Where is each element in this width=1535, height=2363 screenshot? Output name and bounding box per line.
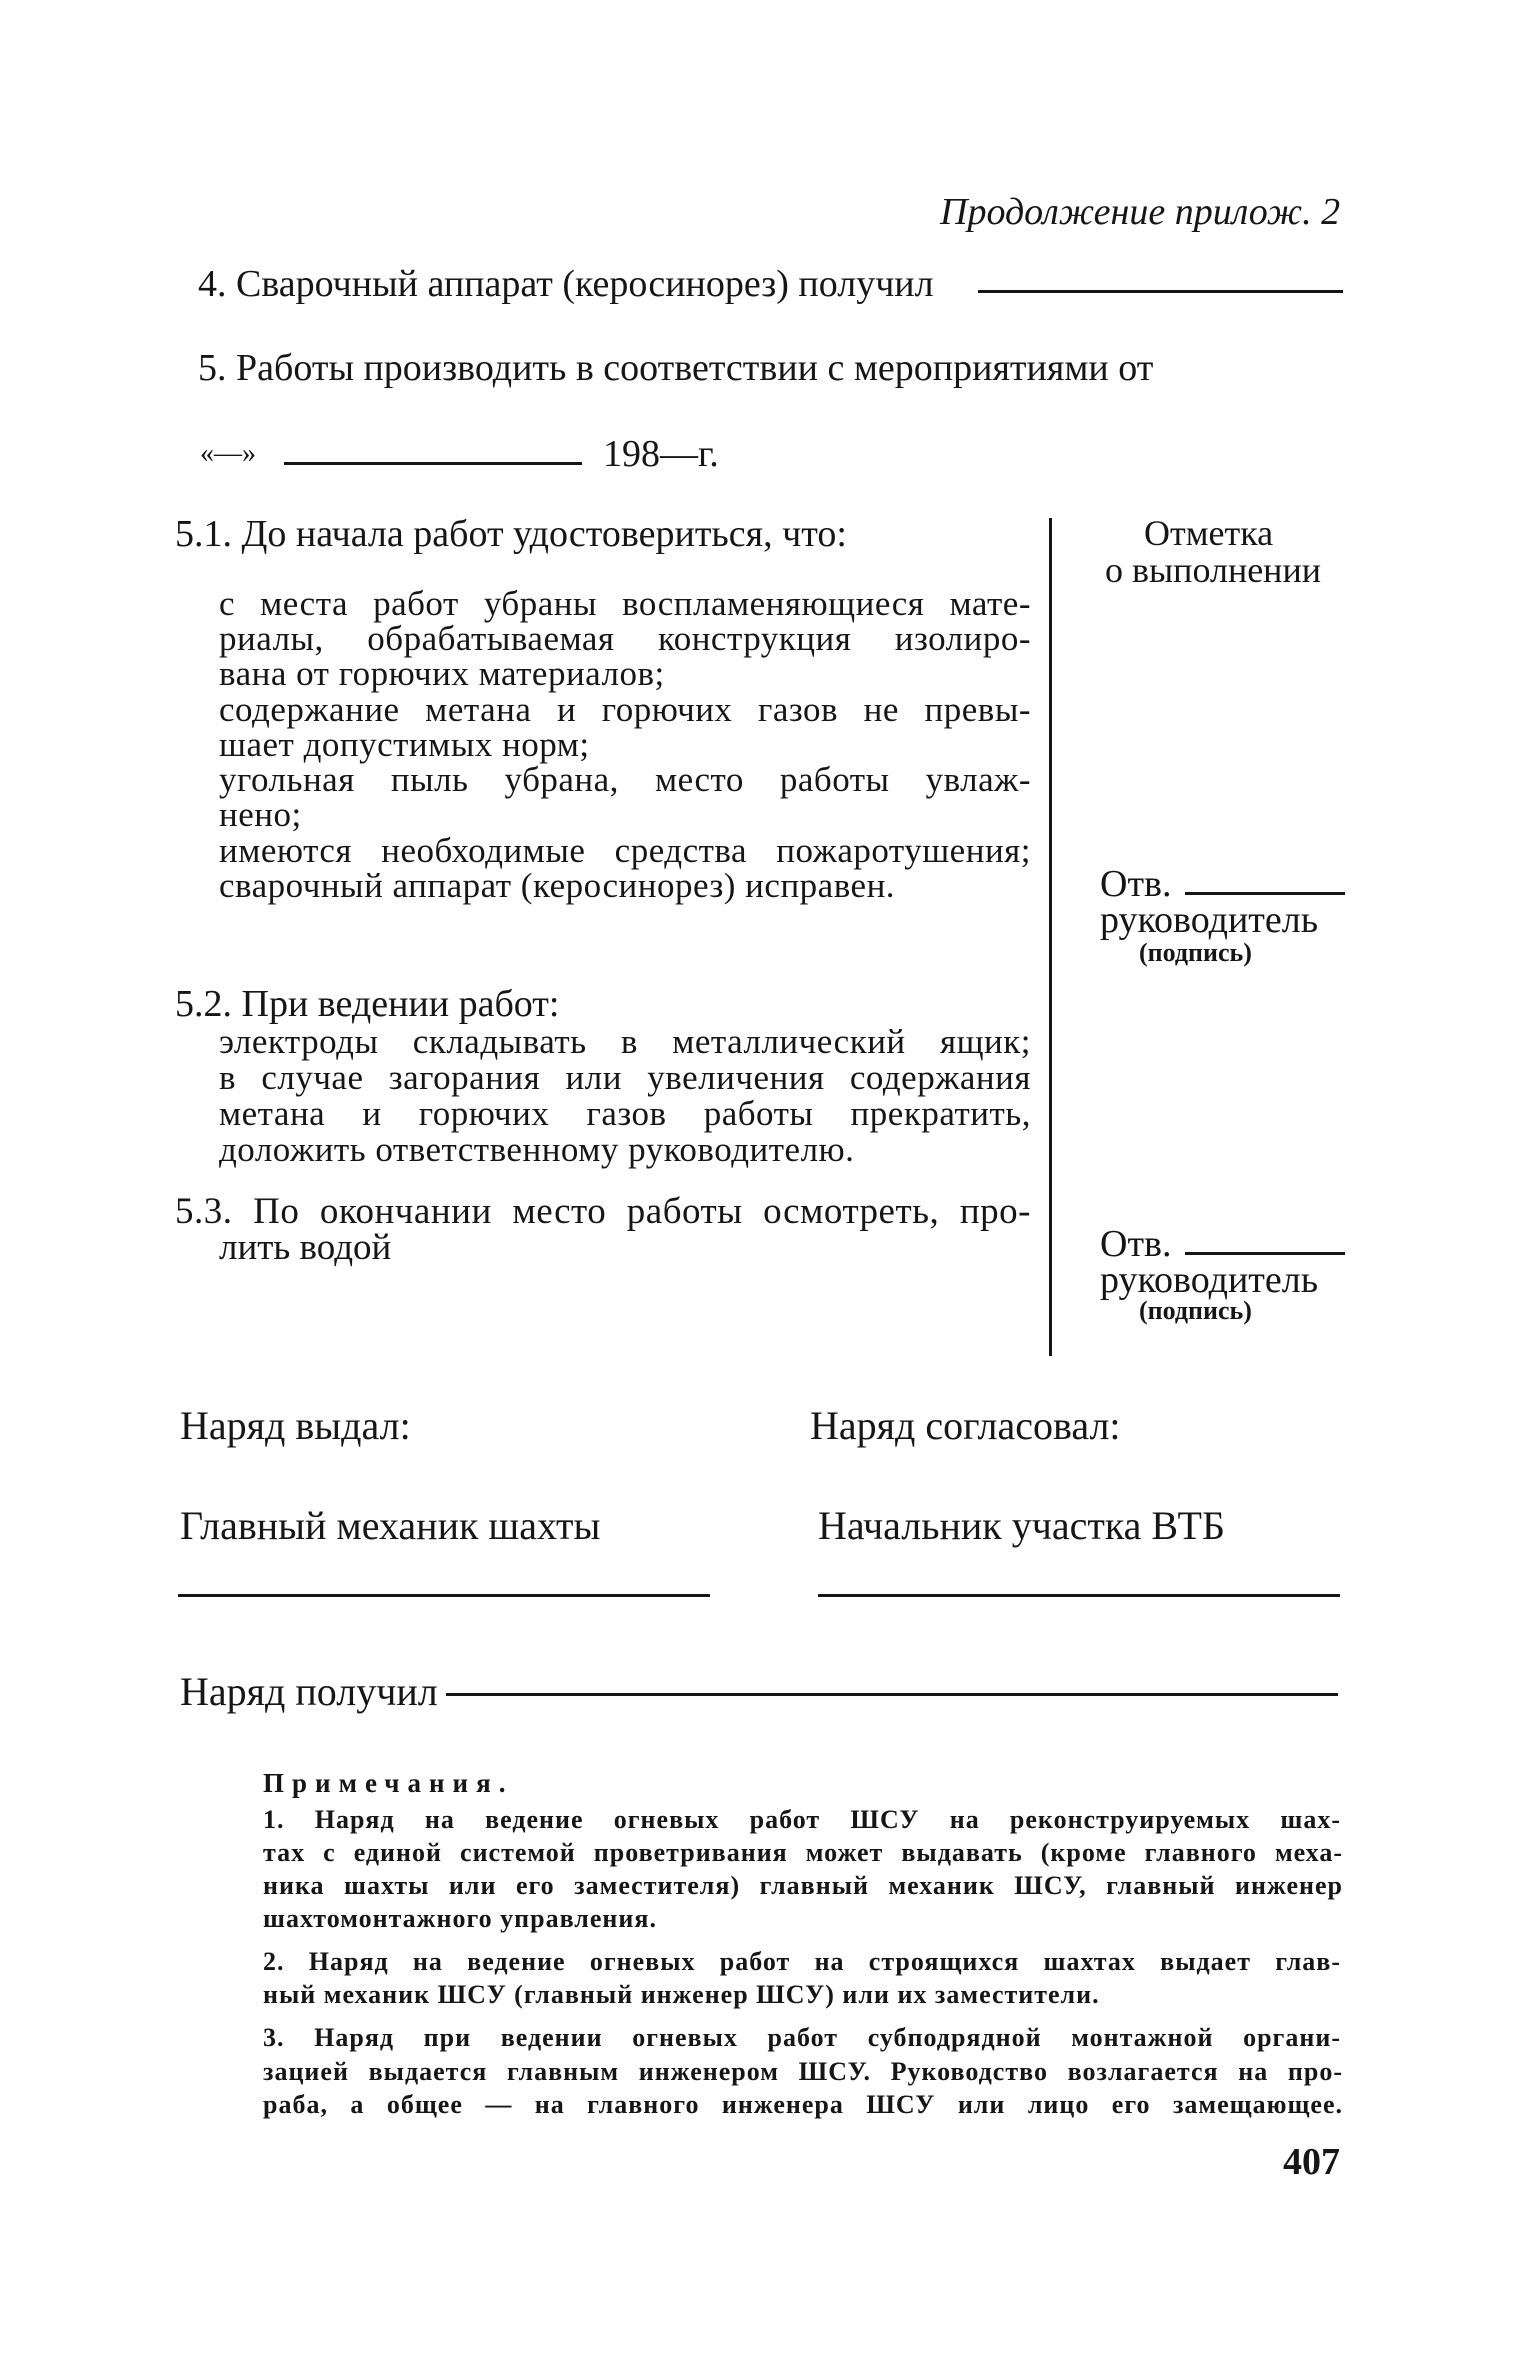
section-5-1-line: имеются необходимые средства пожаротушения; (219, 831, 1031, 870)
sign-2-role: руководитель (1100, 1259, 1319, 1301)
sign-1-role: руководитель (1100, 899, 1319, 941)
column-header-line2: о выполнении (1105, 550, 1321, 590)
note-3-line: 3. Наряд при ведении огневых работ субподрядной монтажной органи- (263, 2023, 1341, 2052)
received-label: Наряд получил (180, 1669, 438, 1714)
note-3-line: раба, а общее — на главного инженера ШСУ или лицо его замещающее. (263, 2090, 1343, 2119)
agreed-by: Начальник участка ВТБ (818, 1503, 1225, 1548)
section-5-3-line: лить водой (219, 1227, 392, 1268)
section-5-1-line: сварочный аппарат (керосинорез) исправен. (219, 866, 896, 905)
received-sign-line (446, 1693, 1338, 1696)
section-5-2-line: метана и горючих газов работы прекратить, (219, 1094, 1031, 1133)
notes-heading: Примечания. (263, 1768, 514, 1798)
sign-2-otv: Отв. (1100, 1223, 1172, 1265)
section-5-3-line: 5.3. По окончании место работы осмотреть, про- (175, 1191, 1031, 1232)
item-4-text: 4. Сварочный аппарат (керосинорез) получил (198, 263, 934, 305)
note-1-line: шахтомонтажного управления. (263, 1904, 657, 1933)
sign-1-hint: (подпись) (1139, 938, 1252, 967)
section-5-2-line: доложить ответственному руководителю. (219, 1130, 855, 1169)
sign-1-otv: Отв. (1100, 863, 1172, 905)
section-5-1-line: содержание метана и горючих газов не превы- (219, 690, 1031, 729)
section-5-2-title: 5.2. При ведении работ: (175, 983, 560, 1025)
continuation-header: Продолжение прилож. 2 (940, 191, 1341, 233)
table-column-divider (1049, 518, 1052, 1356)
note-2-line: 2. Наряд на ведение огневых работ на строящихся шахтах выдает глав- (263, 1947, 1341, 1976)
note-1-line: тах с единой системой проветривания может выдавать (кроме главного меха- (263, 1838, 1343, 1867)
section-5-1-line: риалы, обрабатываемая конструкция изолиро- (219, 619, 1031, 658)
note-2-line: ный механик ШСУ (главный инженер ШСУ) или их заместители. (263, 1980, 1100, 2009)
sign-2-line (1185, 1252, 1345, 1255)
note-1-line: 1. Наряд на ведение огневых работ ШСУ на реконструируемых шах- (263, 1805, 1341, 1834)
page-number: 407 (1283, 2141, 1340, 2183)
item-5-date-year: 198—г. (603, 433, 719, 475)
item-5-date-line (284, 462, 582, 465)
item-4-fill-line (978, 290, 1343, 293)
issued-by: Главный механик шахты (180, 1503, 601, 1548)
section-5-1-line: с места работ убраны воспламеняющиеся мате- (219, 584, 1031, 623)
issued-sign-line (178, 1594, 710, 1597)
sign-1-line (1185, 892, 1345, 895)
section-5-2-line: электроды складывать в металлический ящик; (219, 1022, 1031, 1061)
section-5-1-line: шает допустимых норм; (219, 725, 590, 764)
sign-2-hint: (подпись) (1139, 1296, 1252, 1325)
section-5-1-line: вана от горючих материалов; (219, 654, 665, 693)
item-5-text: 5. Работы производить в соответствии с мероприятиями от (198, 347, 1154, 389)
issued-label: Наряд выдал: (180, 1403, 411, 1448)
agreed-label: Наряд согласовал: (810, 1403, 1121, 1448)
agreed-sign-line (818, 1594, 1340, 1597)
note-3-line: зацией выдается главным инженером ШСУ. Руководство возлагается на про- (263, 2057, 1343, 2086)
note-1-line: ника шахты или его заместителя) главный механик ШСУ, главный инженер (263, 1871, 1343, 1900)
section-5-1-line: нено; (219, 795, 302, 834)
section-5-1-title: 5.1. До начала работ удостовериться, что: (175, 513, 847, 555)
item-5-date-quote: «—» (200, 438, 256, 469)
column-header-line1: Отметка (1144, 513, 1274, 553)
section-5-2-line: в случае загорания или увеличения содержания (219, 1058, 1031, 1097)
section-5-1-line: угольная пыль убрана, место работы увлаж- (219, 760, 1031, 799)
